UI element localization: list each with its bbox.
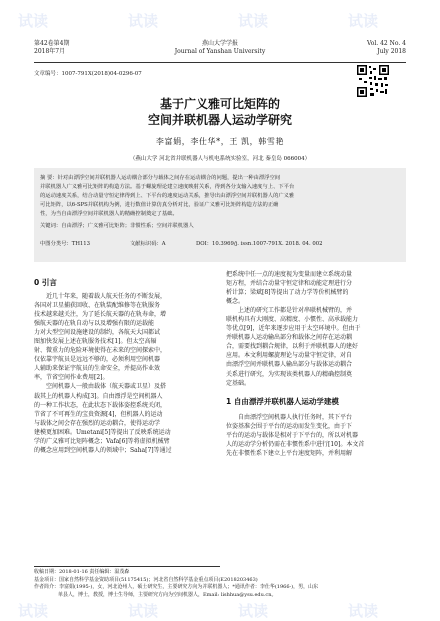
body-line: 技术越来越关注，为了延长航天器的在轨寿命，增 xyxy=(34,311,167,319)
body-line: 强航天器的在轨自动与以及增强有限的运载能 xyxy=(34,320,155,328)
body-line: 节省了不可再生的宝贵资源[4]，但机器人的运动 xyxy=(34,410,163,418)
body-line: 率，节省空间作业费用[2]。 xyxy=(34,374,109,382)
body-line: 联机构具有大刚度、高精度、小惯性、高承载能力 xyxy=(226,316,359,324)
body-line: 位姿基准会围于平台的运动而发生变化，由于下 xyxy=(226,422,353,430)
body-line: 定基础。 xyxy=(226,379,251,387)
body-line: 先在非惯性系下建立上平台速度矩阵，并利用解 xyxy=(226,449,353,457)
clc-number: 中图分类号：TH113 xyxy=(40,241,91,247)
section-heading-intro: 0 引言 xyxy=(34,278,57,287)
watermark: 试读 xyxy=(18,12,49,30)
date-en: July 2018 xyxy=(377,48,406,55)
journal-name xyxy=(120,40,320,56)
body-line: 力对大型空间设施建设的制约，各航天大国都试 xyxy=(34,329,161,337)
body-line: 各国对卫星捕获回收、在轨装配维修等在轨服务 xyxy=(34,302,161,310)
body-line: 等优点[9]，近年来逐步应用于太空环境中。但由于 xyxy=(226,325,361,333)
body-line: 把系统中任一点的速度视为变量而建立系统动量 xyxy=(226,271,353,278)
body-line: 平台的运动与载体是相对于下平台的，所以对机器 xyxy=(226,431,359,439)
body-line: 应用。本文利用螺旋理论与动量守恒定律，对自 xyxy=(226,352,353,360)
body-line: 的概念应用到空间机器人的领域中；Saha[7]等通过 xyxy=(34,446,172,454)
body-line: 图加快发展上述在轨服务技术[1]。但太空高辐 xyxy=(34,338,157,346)
abstract-line: 的运动速度关系，结合动量守恒定律得到上、下平台的速度运动关系，推导出由漂浮空间并联机器人的广义雅 xyxy=(40,193,295,199)
article-number: 文章编号：1007-791X(2018)04-0296-07 xyxy=(34,71,142,77)
doi: DOI：10.3969/j. issn.1007-791X. 2018. 04. 002 xyxy=(196,241,323,247)
body-line: 学的广义雅可比矩阵概念；Vafa[6]等将虚拟机械臂 xyxy=(34,437,170,445)
footnote-funding: 基金项目：国家自然科学基金资助项目(51175415)；河北省自然科学基金重点项目(E2018203463) xyxy=(34,576,258,583)
body-line: 仅依靠宇航员是远远不够的，必须利用空间机器 xyxy=(34,356,161,364)
doc-code: 文献标识码：A xyxy=(130,241,166,247)
body-line: 的一种工作状态，在此状态下载体姿控系统关闭， xyxy=(34,401,167,409)
issue-date: 2018年7月 xyxy=(34,48,66,55)
footnote-rule xyxy=(34,566,220,567)
body-line: 析计算；梁斌[8]等提出了动力学等价机械臂的 xyxy=(226,289,349,297)
body-line: 人的运动学分析仍需在非惯性系中进行[10]。本文首 xyxy=(226,440,365,448)
journal-issue xyxy=(34,40,69,56)
paper-title-line1: 基于广义雅可比矩阵的 xyxy=(159,97,280,111)
abstract-line: 可比矩阵，以6-SPS并联机构为例，进行数值计算仿真分析对比，验证广义雅可比矩阵构造方法的正确 xyxy=(40,202,279,208)
body-line: 合，需要找到耦合规律，以利于并联机器人的建好 xyxy=(226,343,359,351)
qr-code-icon xyxy=(356,64,390,98)
footnote-author-cont: 单县人，博士，教授，博士生导师，主要研究方向为空间机器人，Email: lishhua@ysu.edu.cn。 xyxy=(58,591,277,598)
right-column xyxy=(226,270,406,458)
footnote-received: 收稿日期：2018-01-16 责任编辑：温茂森 xyxy=(34,569,130,575)
body-line: 载其上的机器人构成[3]。自由漂浮是空间机器人 xyxy=(34,392,163,400)
watermark: 试读 xyxy=(238,602,269,620)
watermark: 试读 xyxy=(348,602,379,620)
body-line: 并联机器人运动输出部分和载体之间存在运动耦 xyxy=(226,334,353,342)
footnotes xyxy=(34,569,406,599)
body-line: 自由漂浮空间机器人执行任务时，其下平台 xyxy=(238,413,353,421)
journal-name-cn: 燕山大学学报 xyxy=(201,40,238,47)
affiliation: （燕山大学 河北省并联机器人与机电系统实验室，河北 秦皇岛 066004） xyxy=(129,156,311,162)
body-line: 矩方程，并结合动量守恒定律和动能定理进行分 xyxy=(226,280,353,288)
volume-en: Vol. 42 No. 4 xyxy=(366,40,406,47)
body-line: 概念。 xyxy=(226,298,245,306)
body-line: 建模更加困难。Umetani[5]等提出了反映系统运动 xyxy=(34,428,171,436)
watermark: 试读 xyxy=(18,602,49,620)
body-line: 近几十年来，随着载人航天任务的不断发展， xyxy=(46,293,167,300)
header-rule xyxy=(34,62,406,63)
watermark: 试读 xyxy=(348,12,379,30)
body-line: 射、微重力的危险环境使得在未来的空间探索中， xyxy=(34,347,167,355)
body-line: 上述的研究工作都是针对串联机械臂的，并 xyxy=(238,307,353,315)
issue-volume: 第42卷第4期 xyxy=(34,40,70,47)
body-line: 关系进行研究，为实现该类机器人的精确控制奠 xyxy=(226,370,353,378)
abstract-line: 摘 要：针对由漂浮空间并联机器人运动耦合部分与载体之间存在运动耦合的问题，提出一种由漂浮空间 xyxy=(40,175,281,181)
keywords: 关键词：自由漂浮；广义雅可比矩阵；非惯性系；空间并联机器人 xyxy=(40,223,194,229)
journal-volume-en xyxy=(336,40,406,56)
body-line: 由漂浮空间并联机器人输出部分与载体运动耦合 xyxy=(226,361,353,369)
body-line: 人辅助来保证宇航员的生命安全，并提高作业效 xyxy=(34,365,161,373)
left-column xyxy=(34,292,220,455)
body-line: 与载体之间会存在强烈的运动耦合，使得运动学 xyxy=(34,419,161,427)
watermark: 试读 xyxy=(238,12,269,30)
body-line: 空间机器人一般由载体（航天器或卫星）及搭 xyxy=(46,383,167,391)
section-heading-1: 1 自由漂浮并联机器人运动学建模 xyxy=(226,396,339,406)
watermark: 试读 xyxy=(128,602,159,620)
watermark: 试读 xyxy=(128,12,159,30)
paper-title-line2: 空间并联机器人运动学研究 xyxy=(147,113,292,127)
journal-name-en: Journal of Yanshan University xyxy=(174,48,266,55)
abstract-line: 性，为当自由漂浮空间并联机器人的精确控制奠定了基础。 xyxy=(40,211,178,217)
footnote-author: 作者简介：李富娟(1995-)，女，河北沧州人，硕士研究生，主要研究方向为并联机器人；*通讯作者：李仕华(1966-)，男，山东 xyxy=(34,584,319,591)
abstract-line: 并联机器人广义雅可比矩阵的构造方法。基于螺旋理论建立速度映射关系，得到各分支输入速度与上、下平台 xyxy=(40,184,295,190)
authors: 李富娟，李仕华*，王 凯，韩雪艳 xyxy=(155,137,285,146)
